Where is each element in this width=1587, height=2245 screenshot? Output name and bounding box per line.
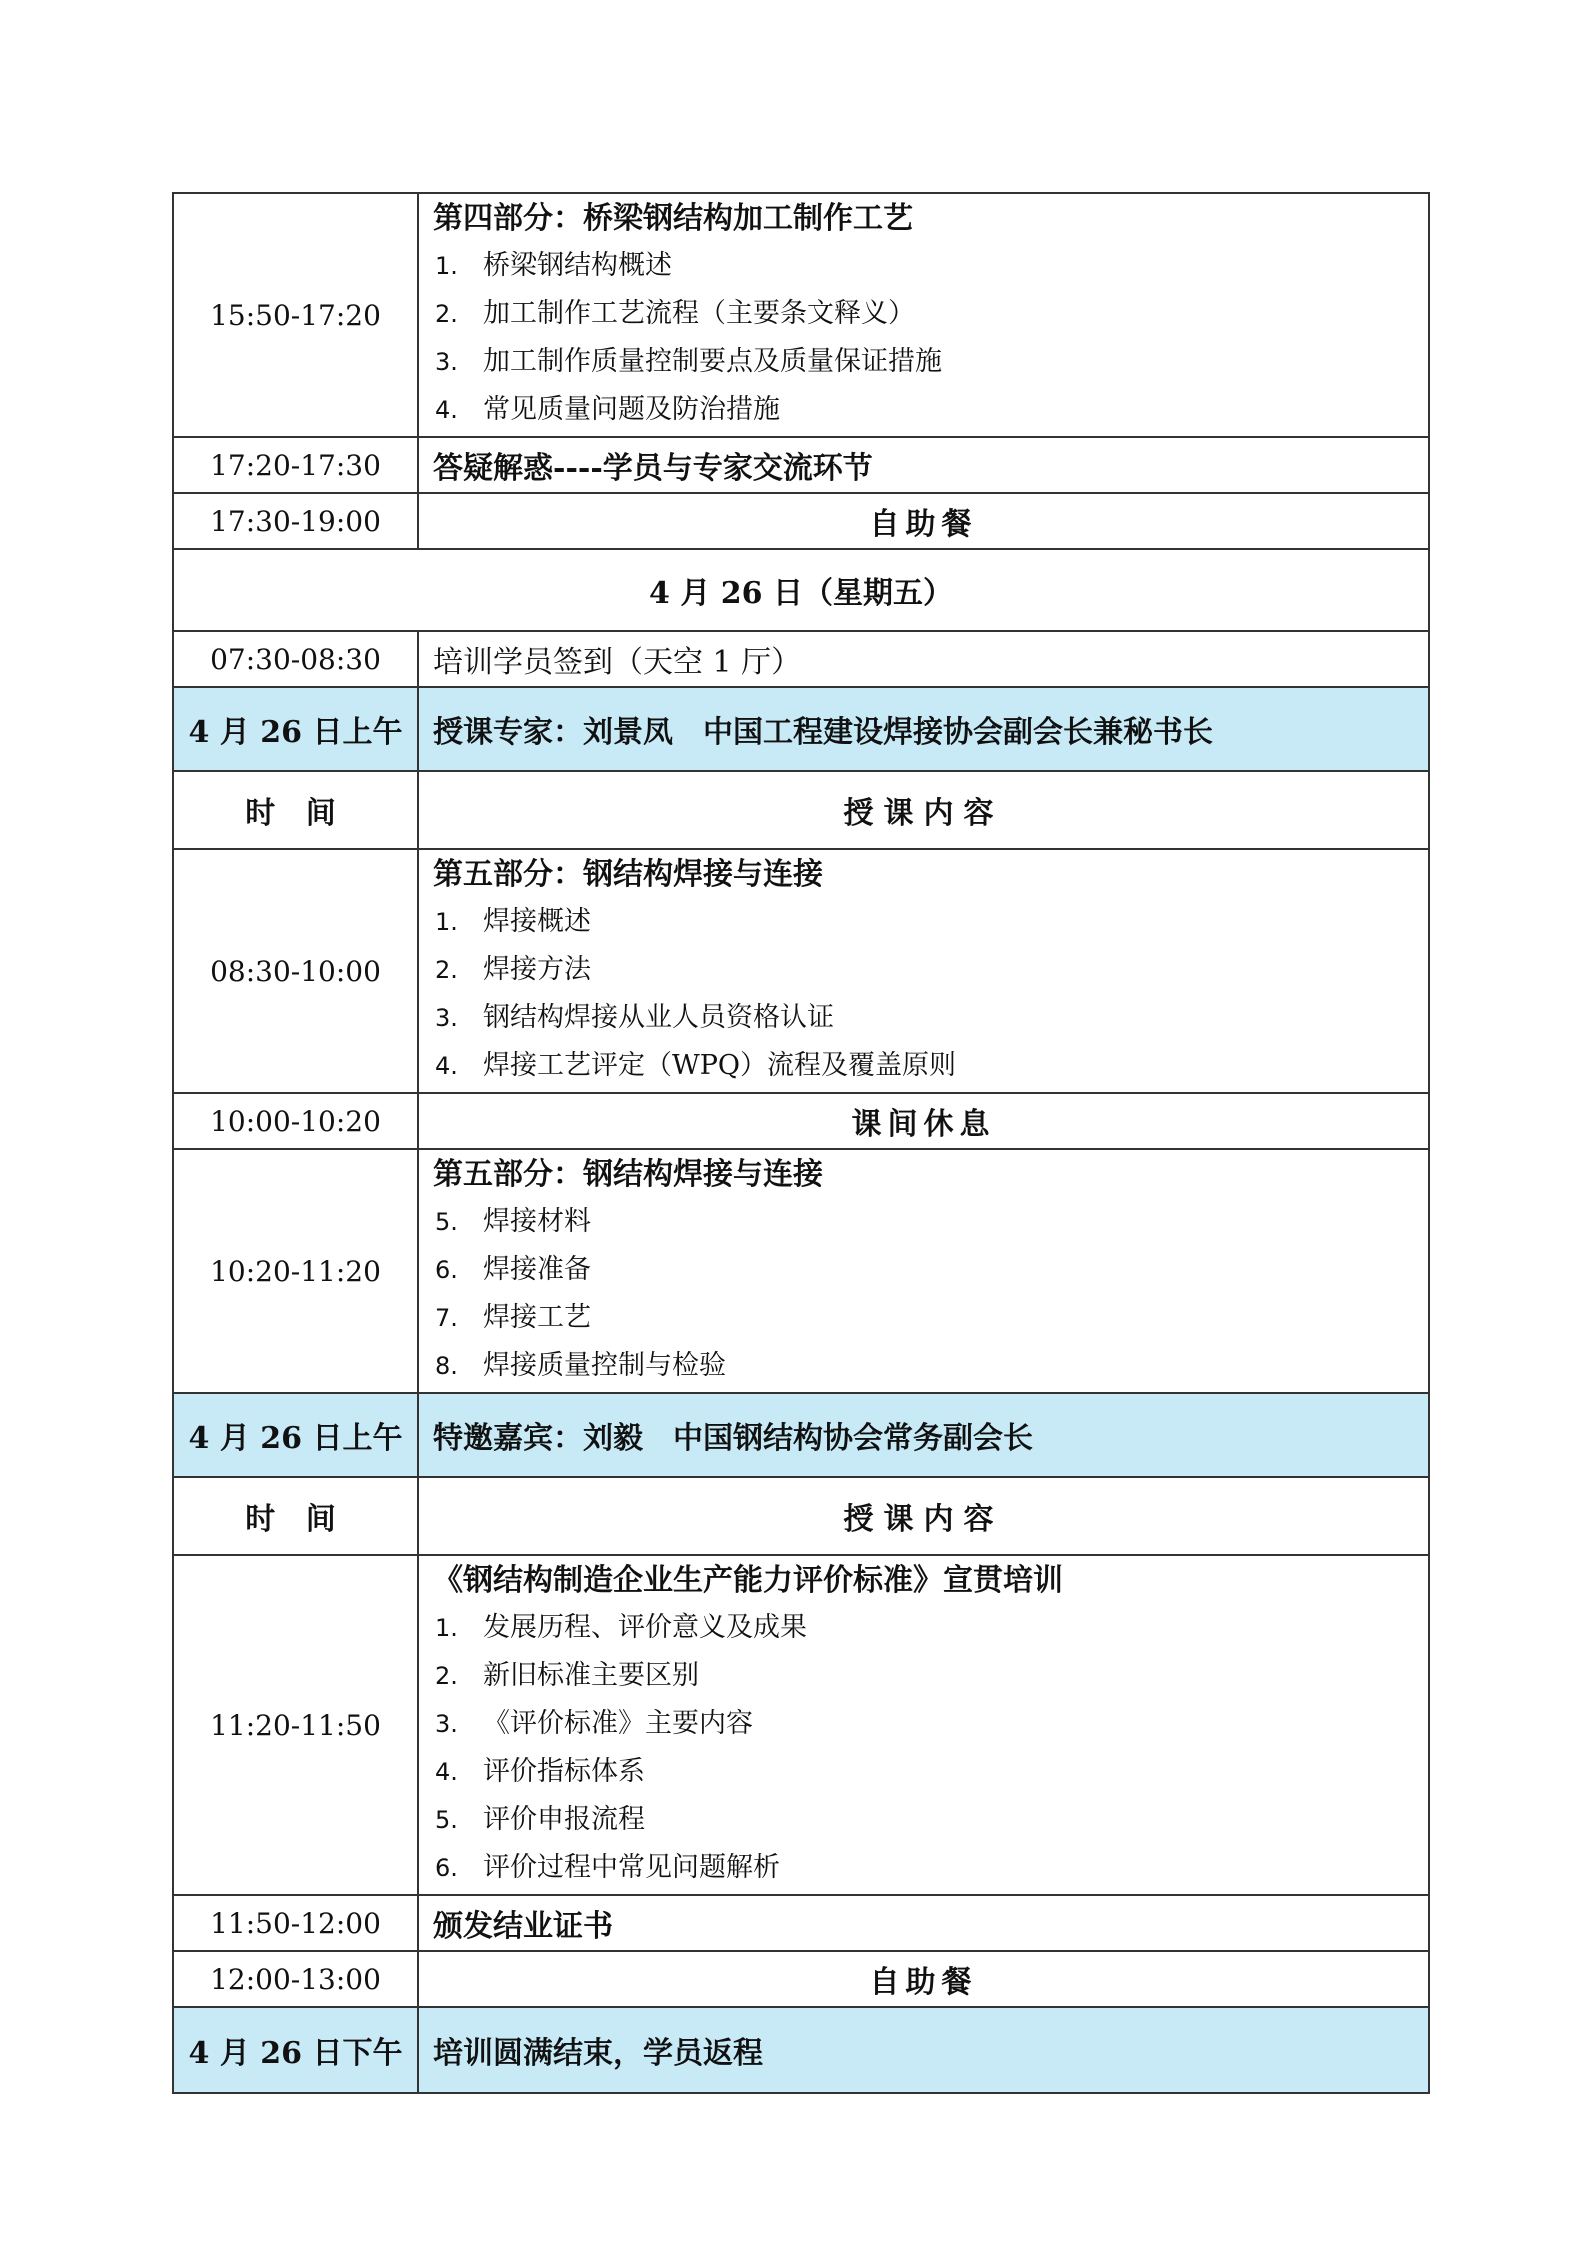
- list-item: [433, 338, 1414, 386]
- session-row: [173, 193, 1429, 437]
- item-text: 焊接质量控制与检验: [483, 1350, 726, 1381]
- item-number: 2.: [435, 300, 458, 328]
- time-cell: 11:20-11:50: [173, 1555, 418, 1895]
- time-cell: 17:30-19:00: [173, 493, 418, 549]
- item-number: 7.: [435, 1304, 458, 1332]
- item-number: 1.: [435, 908, 458, 936]
- header-row: [173, 1477, 1429, 1555]
- item-text: 焊接工艺: [483, 1302, 591, 1333]
- header-content: 授课内容: [418, 1477, 1429, 1555]
- item-number: 1.: [435, 1614, 458, 1642]
- section-title: 第四部分：桥梁钢结构加工制作工艺: [433, 201, 913, 236]
- date-heading: 4 月 26 日（星期五）: [173, 549, 1429, 631]
- content-cell: 课间休息: [418, 1093, 1429, 1149]
- item-text: 新旧标准主要区别: [483, 1660, 699, 1691]
- content-cell: [418, 849, 1429, 1093]
- item-text: 加工制作质量控制要点及质量保证措施: [483, 346, 942, 377]
- content-cell: [418, 193, 1429, 437]
- closing-row: [173, 2007, 1429, 2093]
- header-row: [173, 771, 1429, 849]
- list-item: [433, 386, 1414, 434]
- item-text: 评价过程中常见问题解析: [483, 1852, 780, 1883]
- item-text: 桥梁钢结构概述: [483, 250, 672, 281]
- time-cell: 07:30-08:30: [173, 631, 418, 687]
- period-cell: 4 月 26 日下午: [173, 2007, 418, 2093]
- item-text: 焊接准备: [483, 1254, 591, 1285]
- speaker-row: [173, 687, 1429, 771]
- list-item: [433, 1198, 1414, 1246]
- session-row: [173, 849, 1429, 1093]
- item-list: [433, 1198, 1414, 1390]
- content-cell: 自助餐: [418, 1951, 1429, 2007]
- list-item: [433, 1294, 1414, 1342]
- time-cell: 17:20-17:30: [173, 437, 418, 493]
- time-cell: 11:50-12:00: [173, 1895, 418, 1951]
- item-text: 常见质量问题及防治措施: [483, 394, 780, 425]
- item-number: 4.: [435, 1758, 458, 1786]
- date-row: [173, 549, 1429, 631]
- list-item: [433, 1844, 1414, 1892]
- header-content: 授课内容: [418, 771, 1429, 849]
- list-item: [433, 242, 1414, 290]
- list-item: [433, 1042, 1414, 1090]
- item-number: 6.: [435, 1256, 458, 1284]
- time-cell: 12:00-13:00: [173, 1951, 418, 2007]
- list-item: [433, 1342, 1414, 1390]
- section-title: 第五部分：钢结构焊接与连接: [433, 1157, 823, 1192]
- list-item: [433, 1246, 1414, 1294]
- item-text: 评价申报流程: [483, 1804, 645, 1835]
- time-cell: 10:20-11:20: [173, 1149, 418, 1393]
- content-cell: 培训学员签到（天空 1 厅）: [418, 631, 1429, 687]
- list-item: [433, 994, 1414, 1042]
- item-number: 5.: [435, 1208, 458, 1236]
- content-cell: 答疑解惑----学员与专家交流环节: [418, 437, 1429, 493]
- item-number: 2.: [435, 956, 458, 984]
- list-item: [433, 1700, 1414, 1748]
- item-list: [433, 898, 1414, 1090]
- item-text: 评价指标体系: [483, 1756, 645, 1787]
- session-row: [173, 1093, 1429, 1149]
- speaker-cell: 授课专家：刘景凤 中国工程建设焊接协会副会长兼秘书长: [418, 687, 1429, 771]
- content-cell: [418, 1555, 1429, 1895]
- closing-cell: 培训圆满结束，学员返程: [418, 2007, 1429, 2093]
- session-row: [173, 493, 1429, 549]
- speaker-cell: 特邀嘉宾：刘毅 中国钢结构协会常务副会长: [418, 1393, 1429, 1477]
- header-time: 时 间: [173, 1477, 418, 1555]
- session-row: [173, 437, 1429, 493]
- item-list: [433, 1604, 1414, 1892]
- item-number: 1.: [435, 252, 458, 280]
- list-item: [433, 946, 1414, 994]
- session-row: [173, 1951, 1429, 2007]
- period-cell: 4 月 26 日上午: [173, 1393, 418, 1477]
- item-number: 6.: [435, 1854, 458, 1882]
- item-text: 钢结构焊接从业人员资格认证: [483, 1002, 834, 1033]
- item-list: [433, 242, 1414, 434]
- list-item: [433, 1748, 1414, 1796]
- header-time: 时 间: [173, 771, 418, 849]
- item-number: 3.: [435, 1710, 458, 1738]
- session-row: [173, 1149, 1429, 1393]
- item-number: 3.: [435, 348, 458, 376]
- session-row: [173, 631, 1429, 687]
- item-text: 焊接工艺评定（WPQ）流程及覆盖原则: [483, 1050, 957, 1081]
- period-cell: 4 月 26 日上午: [173, 687, 418, 771]
- list-item: [433, 1652, 1414, 1700]
- content-cell: [418, 1149, 1429, 1393]
- item-text: 焊接概述: [483, 906, 591, 937]
- session-row: [173, 1555, 1429, 1895]
- item-text: 焊接材料: [483, 1206, 591, 1237]
- time-cell: 15:50-17:20: [173, 193, 418, 437]
- session-row: [173, 1895, 1429, 1951]
- item-number: 4.: [435, 396, 458, 424]
- time-cell: 10:00-10:20: [173, 1093, 418, 1149]
- section-title: 第五部分：钢结构焊接与连接: [433, 857, 823, 892]
- list-item: [433, 1604, 1414, 1652]
- item-number: 8.: [435, 1352, 458, 1380]
- item-text: 焊接方法: [483, 954, 591, 985]
- item-number: 3.: [435, 1004, 458, 1032]
- content-cell: 自助餐: [418, 493, 1429, 549]
- list-item: [433, 1796, 1414, 1844]
- speaker-row: [173, 1393, 1429, 1477]
- item-number: 5.: [435, 1806, 458, 1834]
- item-number: 2.: [435, 1662, 458, 1690]
- item-text: 发展历程、评价意义及成果: [483, 1612, 807, 1643]
- section-title: 《钢结构制造企业生产能力评价标准》宣贯培训: [433, 1563, 1063, 1598]
- content-cell: 颁发结业证书: [418, 1895, 1429, 1951]
- schedule-table: [172, 192, 1430, 2094]
- item-text: 加工制作工艺流程（主要条文释义）: [483, 298, 915, 329]
- item-text: 《评价标准》主要内容: [483, 1708, 753, 1739]
- list-item: [433, 290, 1414, 338]
- list-item: [433, 898, 1414, 946]
- time-cell: 08:30-10:00: [173, 849, 418, 1093]
- item-number: 4.: [435, 1052, 458, 1080]
